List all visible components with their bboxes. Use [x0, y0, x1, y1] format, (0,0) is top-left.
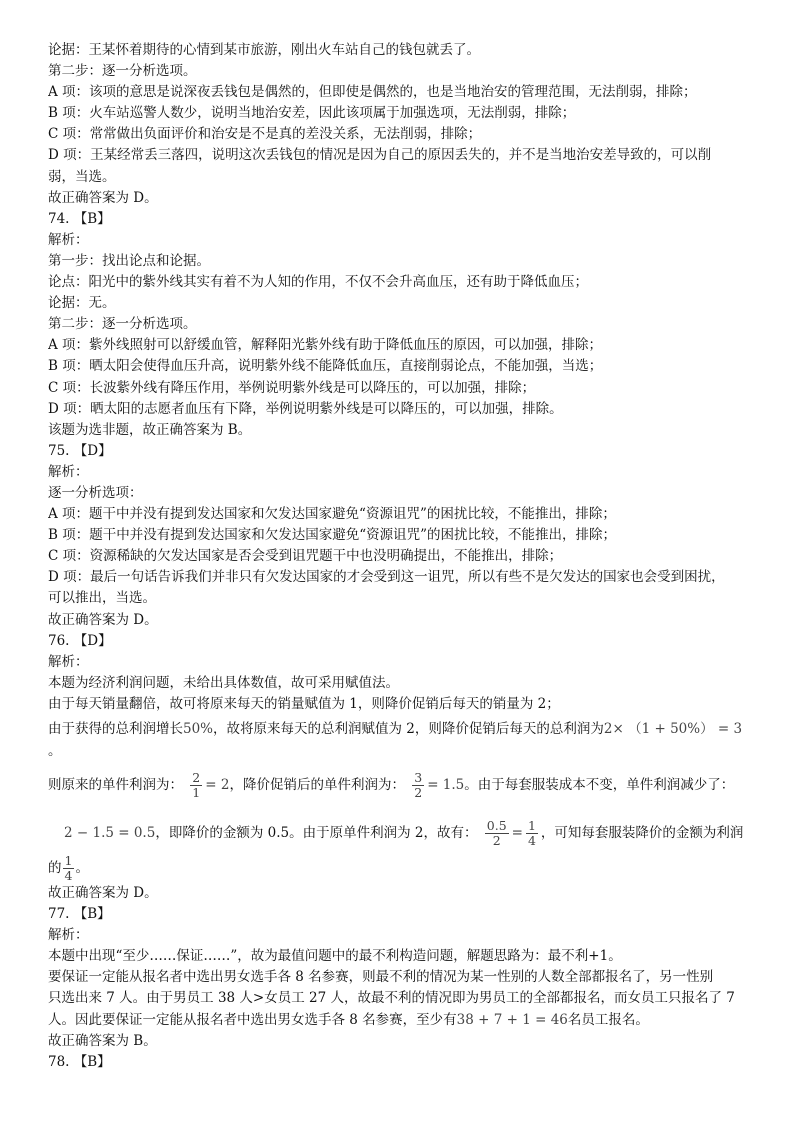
text-line: B 项：晒太阳会使得血压升高，说明紫外线不能降低血压，直接削弱论点，不能加强，当选；	[48, 358, 603, 375]
text-segment: 名员工报名。	[567, 1011, 649, 1028]
math-expression: 2× （1 + 50%） = 3	[603, 721, 743, 737]
fraction-denominator: 2	[414, 785, 423, 800]
text-line	[48, 765, 760, 805]
text-segment: ，故将原来每天的总利润赋值为 2，则降价促销后每天的总利润为	[213, 721, 604, 737]
text-line: 论据：王某怀着期待的心情到某市旅游，刚出火车站自己的钱包就丢了。	[48, 42, 480, 58]
fraction-numerator: 3	[414, 770, 423, 785]
text-segment: 。	[75, 860, 89, 876]
text-line: D 项：最后一句话告诉我们并非只有欠发达国家的才会受到这一诅咒，所以有些不是欠发达的国家也会受到困扰，	[48, 569, 725, 586]
fraction-numerator: 1	[64, 853, 73, 868]
fraction	[412, 771, 424, 800]
text-line: B 项：题干中并没有提到发达国家和欠发达国家避免“资源诅咒”的困扰比较，不能推出，排除；	[48, 527, 617, 544]
fraction-denominator: 1	[192, 785, 201, 800]
text-line: C 项：常常做出负面评价和治安是不是真的差没关系，无法削弱，排除；	[48, 126, 482, 143]
text-segment: ，可知每套服装降价的金额为利润	[540, 825, 744, 841]
text-line: 只选出来 7 人。由于男员工 38 人>女员工 27 人，故最不利的情况即为男员工的全部都报名，而女员工只报名了 7	[48, 990, 735, 1007]
analysis-heading: 解析：	[48, 463, 89, 480]
text-line	[48, 813, 760, 853]
math-expression: = 1.5	[427, 777, 465, 793]
fraction-numerator: 0.5	[486, 818, 507, 833]
text-segment: 的	[48, 860, 62, 876]
text-line: 可以推出，当选。	[48, 590, 156, 607]
text-line: D 项：晒太阳的志愿者血压有下降，举例说明紫外线是可以降压的，可以加强，排除。	[48, 400, 563, 417]
text-line: A 项：题干中并没有提到发达国家和欠发达国家避免“资源诅咒”的困扰比较，不能推出，排除；	[48, 506, 616, 523]
fraction	[485, 819, 509, 848]
text-line: C 项：长波紫外线有降压作用，举例说明紫外线是可以降压的，可以加强，排除；	[48, 379, 536, 396]
answer-line: 该题为选非题，故正确答案为 B。	[48, 421, 252, 438]
fraction-numerator: 1	[527, 818, 536, 833]
analysis-heading: 解析：	[48, 927, 89, 944]
text-segment: 则原来的单件利润为：	[48, 777, 183, 793]
text-line: 。	[48, 743, 62, 759]
text-line: 由于每天销量翻倍，故可将原来每天的销量赋值为 1，则降价促销后每天的销量为 2；	[48, 695, 560, 712]
answer-line: 故正确答案为 D。	[48, 189, 158, 206]
text-line: C 项：资源稀缺的欠发达国家是否会受到诅咒题干中也没明确提出，不能推出，排除；	[48, 548, 563, 565]
answer-line: 故正确答案为 D。	[48, 885, 158, 901]
math-expression: 50%	[183, 721, 214, 737]
text-line: 弱，当选。	[48, 168, 116, 185]
fraction	[526, 819, 538, 848]
text-segment: 。由于每套服装成本不变，单件利润减少了：	[464, 777, 735, 793]
math-expression: = 2	[205, 777, 230, 793]
question-number: 74. 【B】	[48, 210, 111, 227]
text-line: 论据：无。	[48, 295, 116, 312]
text-line: D 项：王某经常丢三落四，说明这次丢钱包的情况是因为自己的原因丢失的，并不是当地治安差导致的，可以削	[48, 147, 712, 164]
question-number: 78. 【B】	[48, 1053, 111, 1070]
fraction-numerator: 2	[192, 770, 201, 785]
text-line: B 项：火车站巡警人数少，说明当地治安差，因此该项属于加强选项，无法削弱，排除；	[48, 105, 576, 122]
document-page	[48, 40, 760, 1073]
text-segment: ，即降价的金额为 0.5。由于原单件利润为 2，故有：	[155, 825, 478, 841]
text-line	[48, 853, 760, 883]
answer-line: 故正确答案为 D。	[48, 611, 158, 628]
text-line: 第二步：逐一分析选项。	[48, 63, 197, 80]
text-line: A 项：该项的意思是说深夜丢钱包是偶然的，但即使是偶然的，也是当地治安的管理范围，无法削弱，排除；	[48, 84, 697, 101]
text-line: 逐一分析选项：	[48, 484, 143, 501]
question-number: 75. 【D】	[48, 442, 112, 459]
math-expression: 38 + 7 + 1 = 46	[456, 1011, 568, 1028]
text-line: A 项：紫外线照射可以舒缓血管，解释阳光紫外线有助于降低血压的原因，可以加强，排除；	[48, 337, 603, 354]
fraction	[190, 771, 202, 800]
text-line	[48, 715, 760, 743]
analysis-heading: 解析：	[48, 653, 89, 670]
question-number: 77. 【B】	[48, 906, 111, 923]
text-line: 第一步：找出论点和论据。	[48, 252, 210, 269]
text-line	[48, 1010, 760, 1031]
text-line: 第二步：逐一分析选项。	[48, 316, 197, 333]
text-segment: ，降价促销后的单件利润为：	[229, 777, 405, 793]
math-expression: =	[511, 825, 523, 841]
question-number: 76. 【D】	[48, 632, 112, 649]
text-segment: 由于获得的总利润增长	[48, 721, 183, 737]
text-line: 本题中出现“至少……保证……”，故为最值问题中的最不利构造问题，解题思路为：最不利+1。	[48, 948, 622, 965]
math-expression: 2 − 1.5 = 0.5	[64, 825, 156, 841]
text-segment: 人。因此要保证一定能从报名者中选出男女选手各 8 名参赛，至少有	[48, 1011, 457, 1028]
fraction-denominator: 2	[492, 833, 501, 848]
analysis-heading: 解析：	[48, 231, 89, 248]
fraction-denominator: 4	[64, 868, 73, 883]
answer-line: 故正确答案为 B。	[48, 1032, 157, 1049]
fraction	[63, 854, 75, 883]
fraction-denominator: 4	[527, 833, 536, 848]
text-line: 论点：阳光中的紫外线其实有着不为人知的作用，不仅不会升高血压，还有助于降低血压；	[48, 274, 588, 291]
text-line: 本题为经济利润问题，未给出具体数值，故可采用赋值法。	[48, 674, 399, 691]
text-line: 要保证一定能从报名者中选出男女选手各 8 名参赛，则最不利的情况为某一性别的人数全部都报名了，另一性别	[48, 969, 714, 986]
